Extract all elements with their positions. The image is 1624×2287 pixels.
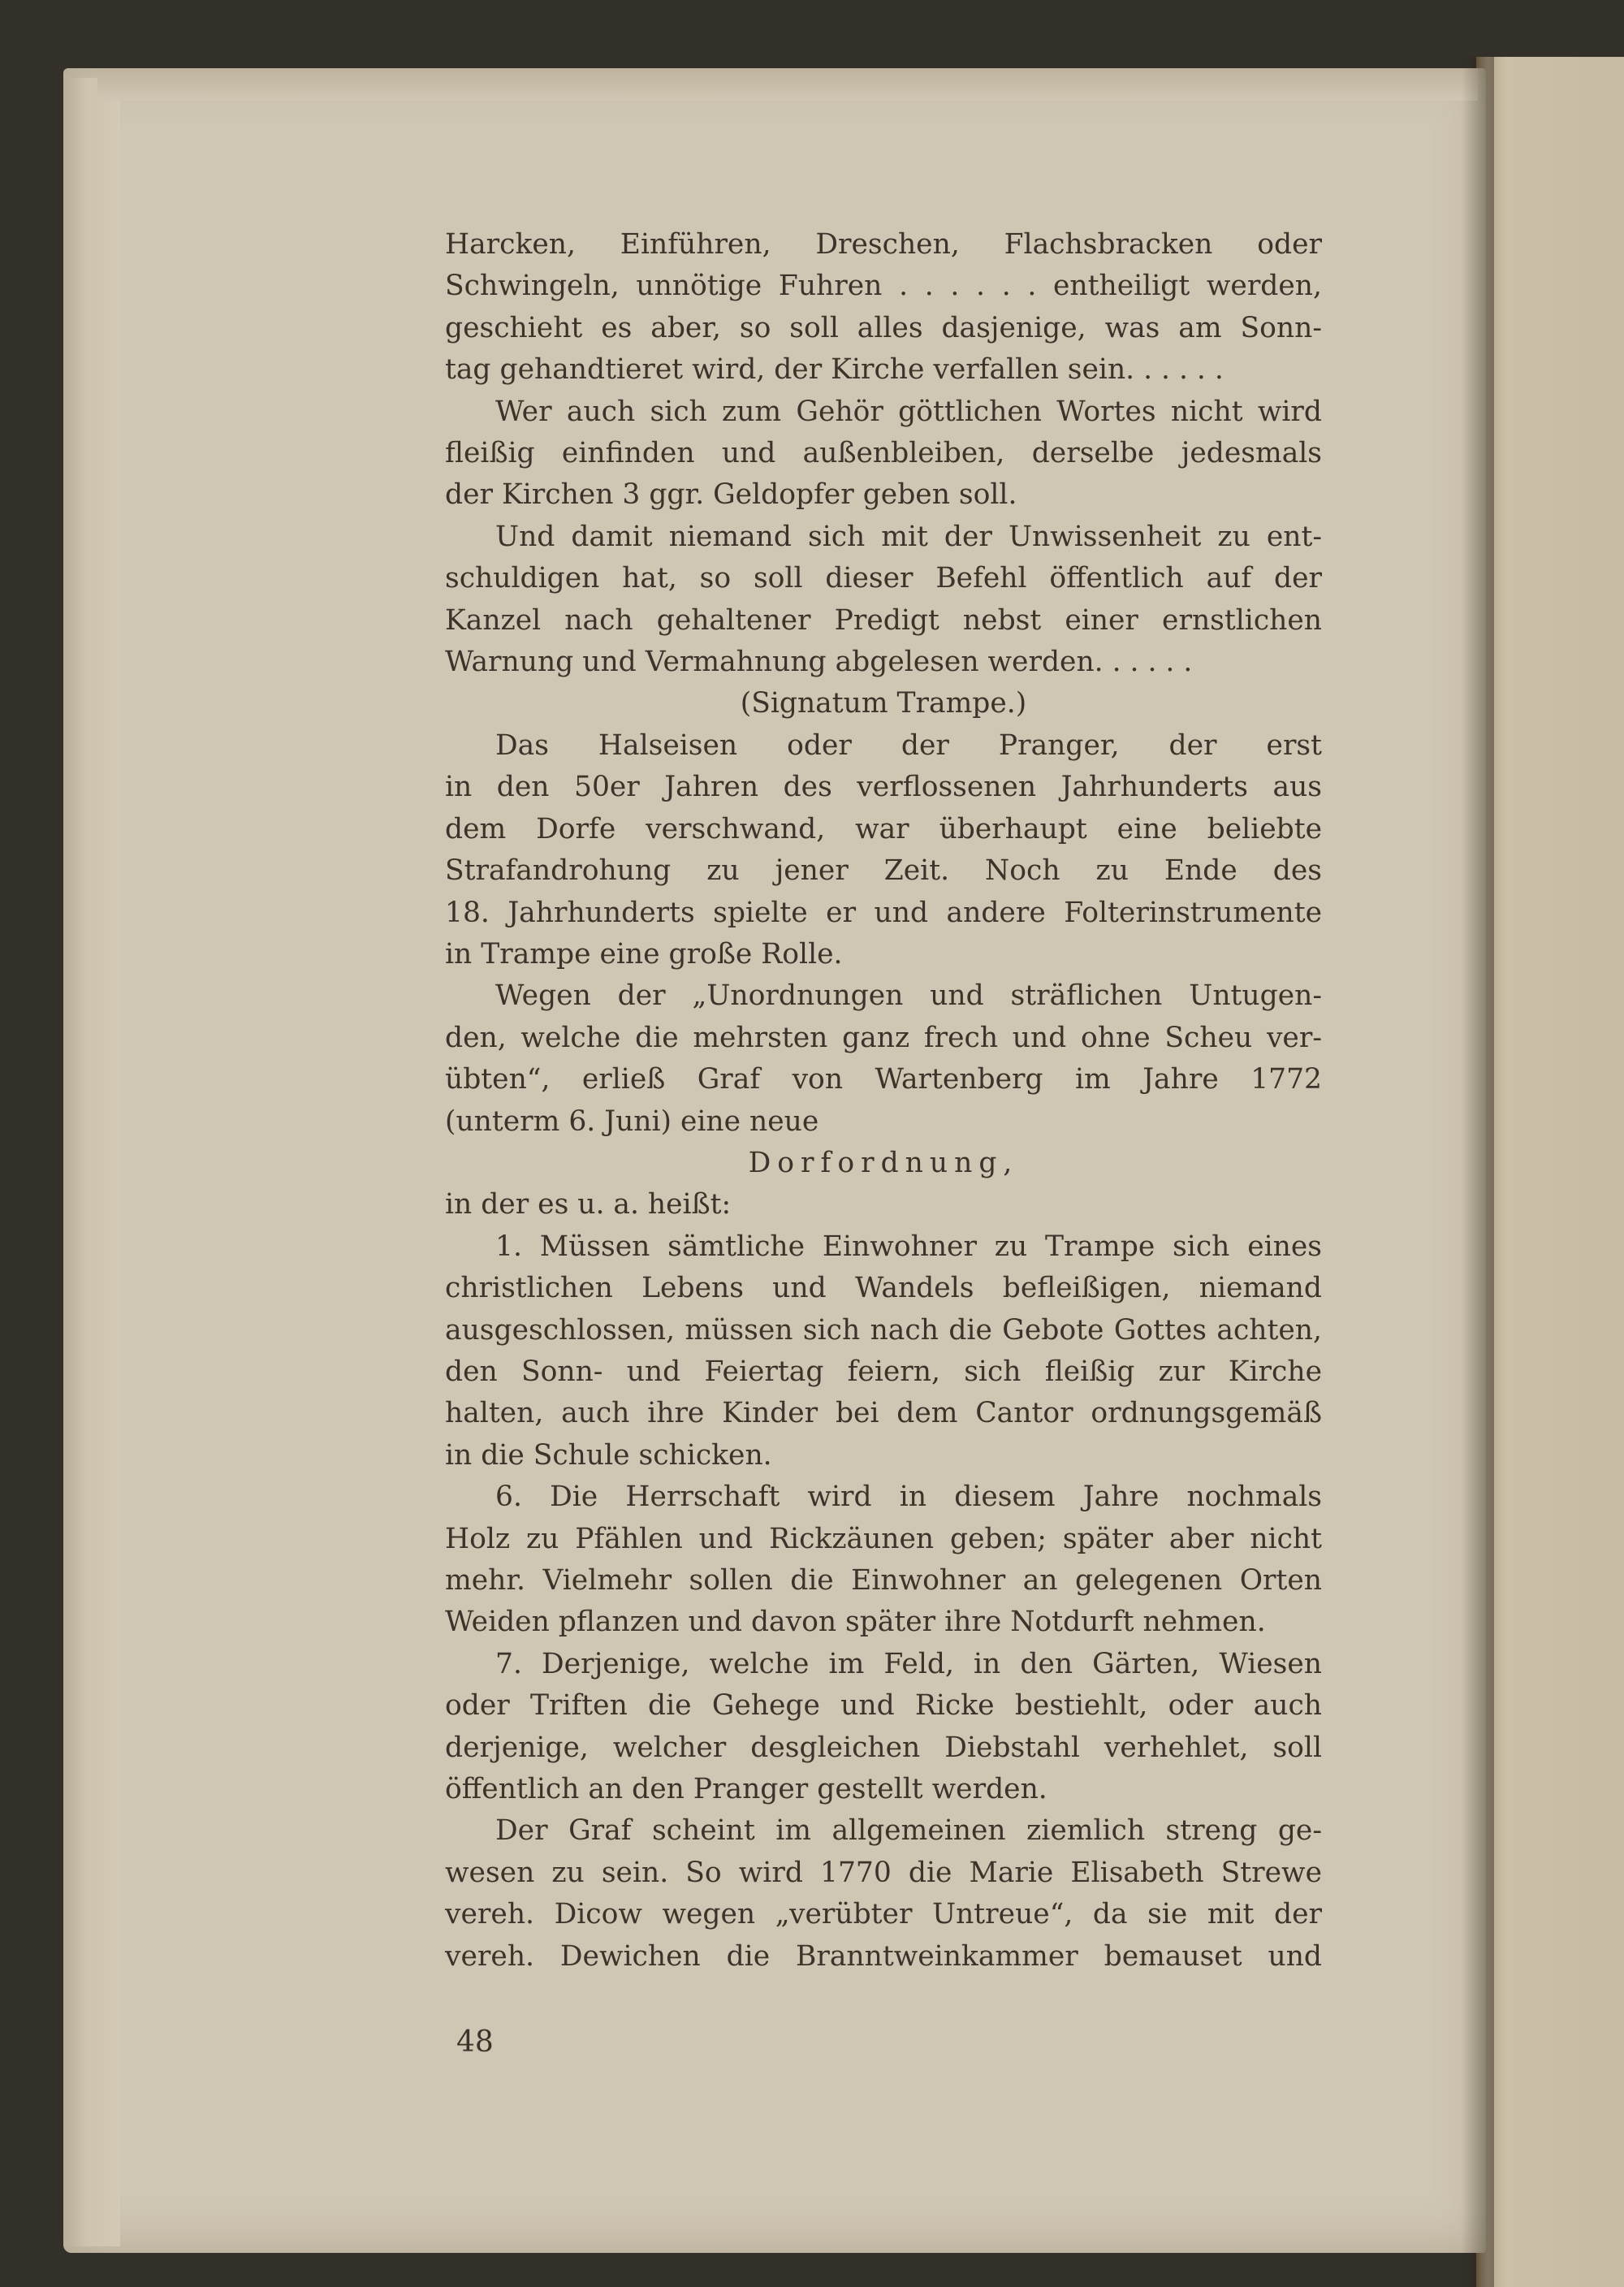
text-line: tag gehandtieret wird, der Kirche verfallen sein. . . . . . [445,353,1224,387]
text-line: 6. Die Herrschaft wird in diesem Jahre nochmals [495,1481,1322,1514]
section-heading: Dorfordnung, [748,1146,1019,1179]
page-number: 48 [456,2025,494,2059]
text-line: schuldigen hat, so soll dieser Befehl öffentlich auf der [445,562,1322,595]
text-line: vereh. Dicow wegen „verübter Untreue“, da sie mit der [445,1898,1322,1931]
text-line: derjenige, welcher desgleichen Diebstahl verhehlet, soll [445,1731,1322,1764]
text-line: geschieht es aber, so soll alles dasjenige, was am Sonn- [445,311,1322,344]
body-text [445,224,1322,1978]
text-line: den, welche die mehrsten ganz frech und ohne Scheu ver- [445,1021,1322,1054]
text-line: übten“, erließ Graf von Wartenberg im Jahre 1772 [445,1063,1322,1096]
text-line: Das Halseisen oder der Pranger, der erst [495,728,1322,762]
signature-line: (Signatum Trampe.) [740,687,1027,720]
page-stack-edge [63,78,120,2246]
text-line: Wegen der „Unordnungen und sträflichen Untugen- [495,979,1322,1013]
text-line: Wer auch sich zum Gehör göttlichen Wortes nicht wird [495,395,1322,428]
text-line: ausgeschlossen, müssen sich nach die Gebote Gottes achten, [445,1313,1322,1347]
text-line: Harcken, Einführen, Dreschen, Flachsbracken oder [445,228,1322,261]
text-line: Warnung und Vermahnung abgelesen werden. . . . . . [445,646,1193,679]
text-line: dem Dorfe verschwand, war überhaupt eine beliebte [445,812,1322,845]
page-top-edge [97,68,1478,101]
text-line: vereh. Dewichen die Branntweinkammer bemauset und [445,1939,1322,1973]
gutter-shadow [1462,57,1494,2287]
facing-page-edge [1476,57,1624,2287]
text-line: Strafandrohung zu jener Zeit. Noch zu Ende des [445,854,1322,888]
text-line: mehr. Vielmehr sollen die Einwohner an gelegenen Orten [445,1564,1322,1597]
text-line: in die Schule schicken. [445,1438,772,1472]
text-line: 1. Müssen sämtliche Einwohner zu Trampe sich eines [495,1230,1322,1263]
text-line: christlichen Lebens und Wandels befleißigen, niemand [445,1272,1322,1305]
text-line: (unterm 6. Juni) eine neue [445,1105,819,1138]
text-line: 18. Jahrhunderts spielte er und andere Folterinstrumente [445,896,1322,929]
text-line: in den 50er Jahren des verflossenen Jahrhunderts aus [445,771,1322,804]
text-line: Holz zu Pfählen und Rickzäunen geben; später aber nicht [445,1522,1322,1555]
text-line: wesen zu sein. So wird 1770 die Marie Elisabeth Strewe [445,1856,1322,1889]
text-line: Der Graf scheint im allgemeinen ziemlich streng ge- [495,1814,1322,1848]
text-line: halten, auch ihre Kinder bei dem Cantor ordnungsgemäß [445,1397,1322,1430]
text-line: den Sonn- und Feiertag feiern, sich fleißig zur Kirche [445,1355,1322,1388]
text-line: öffentlich an den Pranger gestellt werden. [445,1773,1047,1806]
text-line: Weiden pflanzen und davon später ihre Notdurft nehmen. [445,1606,1266,1639]
text-line: 7. Derjenige, welche im Feld, in den Gärten, Wiesen [495,1647,1322,1680]
text-line: oder Triften die Gehege und Ricke bestiehlt, oder auch [445,1689,1322,1723]
text-line: der Kirchen 3 ggr. Geldopfer geben soll. [445,478,1017,512]
text-line: fleißig einfinden und außenbleiben, derselbe jedesmals [445,437,1322,470]
text-line: Schwingeln, unnötige Fuhren . . . . . . entheiligt werden, [445,270,1322,303]
text-line: in Trampe eine große Rolle. [445,937,843,971]
text-line: Kanzel nach gehaltener Predigt nebst einer ernstlichen [445,603,1322,637]
text-line: in der es u. a. heißt: [445,1188,732,1221]
text-line: Und damit niemand sich mit der Unwissenheit zu ent- [495,520,1322,553]
